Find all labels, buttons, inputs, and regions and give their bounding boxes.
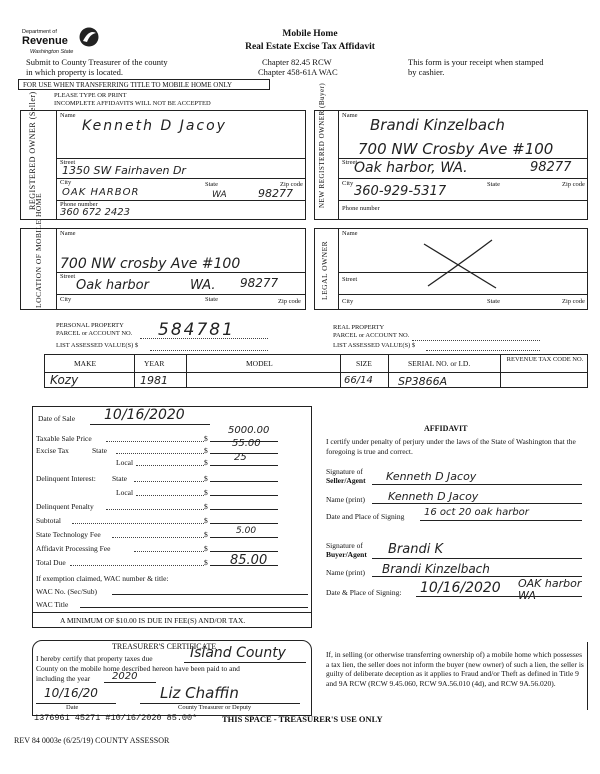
seller-zip-label: Zip code — [280, 181, 303, 188]
seller-name-label: Name — [60, 112, 76, 119]
logo-name: Revenue — [22, 35, 68, 47]
tech-fee-label: State Technology Fee — [36, 530, 101, 539]
receipt-line-1: This form is your receipt when stamped — [408, 57, 544, 67]
buyer-phone-label: Phone number — [342, 205, 380, 212]
legal-city-label: City — [342, 298, 354, 305]
location-name-label: Name — [60, 230, 76, 237]
buyer-zip-label: Zip code — [562, 181, 585, 188]
header-make: MAKE — [74, 359, 97, 368]
buyer-state-label: State — [487, 181, 500, 188]
please-type: PLEASE TYPE OR PRINT — [54, 92, 127, 99]
dor-swoosh-icon — [78, 26, 100, 48]
dollar-sign: $ — [204, 446, 208, 455]
use-when-banner — [18, 79, 270, 90]
treasurer-title: TREASURER'S CERTIFICATE — [112, 642, 217, 651]
wac-no-label: WAC No. (Sec/Sub) — [36, 587, 98, 596]
buyer-side-label: NEW REGISTERED OWNER (Buyer) — [318, 82, 326, 208]
vehicle-year: 1981 — [140, 374, 168, 387]
real-parcel-label: PARCEL or ACCOUNT NO. — [333, 332, 410, 339]
buyer-zip-value: 98277 — [530, 160, 572, 175]
form-title-1: Mobile Home — [282, 29, 338, 39]
dollar-sign: $ — [204, 516, 208, 525]
treasurer-receipt-line: 1376961 45271 #10/16/2020 85.00* — [34, 713, 198, 723]
seller-city-label: City — [60, 179, 72, 186]
minimum-due-notice: A MINIMUM OF $10.00 IS DUE IN FEE(S) AND/OR TAX. — [60, 616, 246, 625]
seller-date-place-label: Date and Place of Signing — [326, 512, 405, 521]
seller-phone-value: 360 672 2423 — [60, 207, 130, 218]
header-model: MODEL — [246, 359, 273, 368]
location-street-label: Street — [60, 273, 76, 280]
tech-fee-value: 5.00 — [236, 526, 257, 536]
real-property-label: REAL PROPERTY — [333, 324, 385, 331]
treasurer-cert-3: including the year — [36, 674, 91, 683]
vehicle-size: 66/14 — [344, 375, 373, 386]
location-state-value: WA. — [190, 278, 216, 293]
legal-state-label: State — [487, 298, 500, 305]
submit-line-1: Submit to County Treasurer of the county — [26, 57, 168, 67]
delinquent-penalty-label: Delinquent Penalty — [36, 502, 94, 511]
sig-buyer-label-1: Signature of — [326, 541, 363, 550]
excise-state-value: 55.00 — [232, 438, 261, 449]
receipt-line-2: by cashier. — [408, 67, 445, 77]
excise-local-value: 25 — [234, 452, 247, 463]
treasurer-use-only: THIS SPACE - TREASURER'S USE ONLY — [222, 714, 383, 724]
buyer-name-print-label: Name (print) — [326, 568, 365, 577]
wac-title-label: WAC Title — [36, 600, 69, 609]
buyer-date-place-label: Date & Place of Signing: — [326, 588, 402, 597]
treasurer-date-label: Date — [66, 704, 79, 711]
location-street-value: 700 NW crosby Ave #100 — [60, 256, 241, 272]
excise-local-label: Local — [116, 458, 134, 467]
total-due-label: Total Due — [36, 558, 66, 567]
affidavit-title: AFFIDAVIT — [424, 424, 468, 433]
header-tax-code: REVENUE TAX CODE NO. — [506, 356, 584, 363]
taxable-price-label: Taxable Sale Price — [36, 434, 92, 443]
seller-zip-value: 98277 — [258, 187, 293, 200]
buyer-city-label: City — [342, 180, 354, 187]
form-footer: REV 84 0003e (6/25/19) COUNTY ASSESSOR — [14, 736, 170, 745]
date-of-sale-value: 10/16/2020 — [104, 407, 185, 423]
dollar-sign: $ — [204, 558, 208, 567]
dor-logo — [20, 24, 110, 58]
seller-city-value: OAK HARBOR — [62, 187, 140, 198]
personal-parcel-label: PARCEL or ACCOUNT NO. — [56, 330, 133, 337]
legal-side-label: LEGAL OWNER — [320, 240, 329, 300]
buyer-signature: Brandi K — [388, 542, 443, 557]
dollar-sign: $ — [204, 458, 208, 467]
excise-state-label: State — [92, 446, 107, 455]
cross-out-mark — [420, 238, 500, 292]
chapter-rcw: Chapter 82.45 RCW — [262, 57, 332, 67]
list-assessed-personal: LIST ASSESSED VALUE(S) $ — [56, 342, 139, 349]
seller-state-value: WA — [212, 190, 227, 200]
location-side-label: LOCATION OF MOBILE HOME — [34, 192, 43, 308]
dollar-sign: $ — [204, 488, 208, 497]
treasurer-year: 2020 — [112, 671, 138, 682]
location-city-value: Oak harbor — [76, 278, 149, 293]
chapter-wac: Chapter 458-61A WAC — [258, 67, 338, 77]
delinquent-interest-label: Delinquent Interest: — [36, 474, 96, 483]
exemption-label: If exemption claimed, WAC number & title: — [36, 574, 169, 583]
treasurer-signature: Liz Chaffin — [160, 684, 239, 702]
seller-street-value: 1350 SW Fairhaven Dr — [62, 164, 186, 177]
buyer-city-value: Oak harbor, WA. — [354, 160, 468, 176]
legal-name-label: Name — [342, 230, 358, 237]
tax-lien-text: If, in selling (or otherwise transferring ownership of) a mobile home which possesses a tax lien, the seller does not inform the buyer (new owner) of such a lien, the seller is guilty of deliberate deception as it applies to Fraud and/or Theft as defined in Title 9 and 9A RCW (RCW 9.45.060, RCW 9A.56.010 (4d), and RCW 9A.56.020). — [326, 650, 584, 688]
dollar-sign: $ — [204, 530, 208, 539]
dollar-sign: $ — [204, 434, 208, 443]
subtotal-label: Subtotal — [36, 516, 62, 525]
personal-property-label: PERSONAL PROPERTY — [56, 322, 124, 329]
seller-state-label: State — [205, 181, 218, 188]
seller-name-value: Kenneth D Jacoy — [82, 118, 227, 134]
buyer-date-value: 10/16/2020 — [420, 580, 501, 596]
location-city-label: City — [60, 296, 72, 303]
sig-buyer-label-2: Buyer/Agent — [326, 550, 367, 559]
excise-tax-label: Excise Tax — [36, 446, 69, 455]
delinquent-local-label: Local — [116, 488, 134, 497]
sig-seller-label-1: Signature of — [326, 467, 363, 476]
buyer-place-value: OAK harbor WA — [518, 577, 582, 602]
taxable-price-value: 5000.00 — [228, 425, 270, 436]
buyer-name-print: Brandi Kinzelbach — [382, 562, 490, 576]
buyer-name-value: Brandi Kinzelbach — [370, 116, 505, 134]
delinquent-state-label: State — [112, 474, 127, 483]
sig-seller-label-2: Seller/Agent — [326, 476, 366, 485]
logo-dept: Department of — [22, 29, 57, 35]
logo-state: Washington State — [30, 49, 74, 55]
treasurer-county: Island County — [190, 645, 286, 661]
dollar-sign: $ — [204, 544, 208, 553]
seller-name-print: Kenneth D Jacoy — [388, 490, 479, 503]
submit-line-2: in which property is located. — [26, 67, 124, 77]
form-title-2: Real Estate Excise Tax Affidavit — [245, 42, 375, 52]
seller-date-place: 16 oct 20 oak harbor — [424, 507, 529, 518]
vehicle-serial: SP3866A — [398, 375, 448, 388]
incomplete-notice: INCOMPLETE AFFIDAVITS WILL NOT BE ACCEPTED — [54, 100, 211, 107]
use-when-text: FOR USE WHEN TRANSFERRING TITLE TO MOBILE HOME ONLY — [23, 81, 233, 89]
treasurer-county-label: County Treasurer or Deputy — [178, 704, 252, 711]
total-due-value: 85.00 — [230, 553, 268, 568]
location-zip-value: 98277 — [240, 276, 279, 290]
vehicle-make: Kozy — [50, 373, 79, 387]
location-state-label: State — [205, 296, 218, 303]
treasurer-date: 10/16/20 — [44, 686, 98, 700]
list-assessed-real: LIST ASSESSED VALUE(S) $ — [333, 342, 416, 349]
legal-zip-label: Zip code — [562, 298, 585, 305]
header-size: SIZE — [356, 359, 372, 368]
buyer-name-label: Name — [342, 112, 358, 119]
header-serial: SERIAL NO. or I.D. — [408, 359, 471, 368]
seller-side-label: REGISTERED OWNER (Seller) — [28, 91, 37, 210]
seller-street-label: Street — [60, 159, 76, 166]
dollar-sign: $ — [204, 502, 208, 511]
seller-signature: Kenneth D Jacoy — [386, 470, 477, 483]
treasurer-cert-1: I hereby certify that property taxes due — [36, 654, 153, 663]
dollar-sign: $ — [204, 474, 208, 483]
location-zip-label: Zip code — [278, 298, 301, 305]
date-of-sale-label: Date of Sale — [38, 414, 76, 423]
personal-parcel-value: 584781 — [158, 320, 235, 340]
buyer-street-value: 700 NW Crosby Ave #100 — [358, 140, 554, 158]
treasurer-cert-2: County on the mobile home described hereon have been paid to and — [36, 664, 240, 673]
buyer-phone-value: 360-929-5317 — [354, 184, 447, 199]
legal-street-label: Street — [342, 276, 358, 283]
seller-name-print-label: Name (print) — [326, 495, 365, 504]
seller-phone-label: Phone number — [60, 201, 98, 208]
header-year: YEAR — [144, 359, 165, 368]
buyer-street-label: Street — [342, 159, 358, 166]
affidavit-fee-label: Affidavit Processing Fee — [36, 544, 111, 553]
affidavit-certify: I certify under penalty of perjury under the laws of the State of Washington that the foregoing is true and correct. — [326, 437, 576, 456]
